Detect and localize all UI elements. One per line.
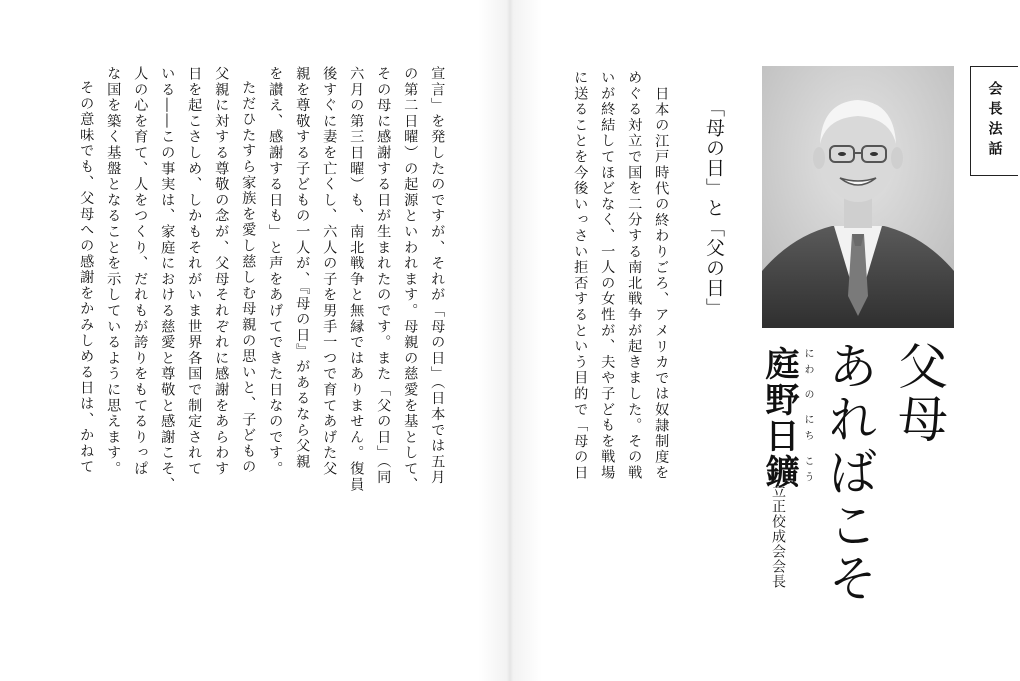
article-title-line-1: 父母 [890,340,948,446]
intro-column: 日本の江戸時代の終わりごろ、アメリカでは奴隷制度を [653,86,670,481]
body-column: いる――この事実は、家庭における慈愛と尊敬と感謝こそ、 [159,66,176,493]
body-column: 父親に対する尊敬の念が、父母それぞれに感謝をあらわす [213,66,230,477]
body-column: 人の心を育て、人をつくり、だれもが誇りをもてるりっぱ [132,66,149,477]
portrait-photo-icon [762,66,954,328]
body-column: の第二日曜）の起源といわれます。母親の慈愛を基として、 [402,66,419,493]
body-column: な国を築く基盤となることを示しているように思えます。 [105,66,122,477]
intro-column: めぐる対立で国を二分する南北戦争が起きました。その戦 [626,70,643,481]
author-reading: にわ の にち こう [802,348,813,488]
body-column: を讃え、感謝する日も」と声をあげてできた日なのです。 [267,66,284,477]
section-badge [970,66,1018,176]
intro-column: いが終結してほどなく、一人の女性が、夫や子どもを戦場 [599,70,616,481]
author-role: 立正佼成会会長 [770,484,786,589]
body-column: 六月の第三日曜）も、南北戦争と無縁ではありません。復員 [348,66,365,493]
article-title-line-2: あればこそ [820,340,878,605]
author-name: 庭野日鑛 [759,346,799,490]
subheading: 「母の日」と「父の日」 [703,98,725,318]
section-badge-label: 会長法話 [986,81,1003,161]
body-column: ただひたすら家族を愛し慈しむ母親の思いと、子どもの [240,80,257,475]
body-column: その母に感謝する日が生まれたのです。また「父の日」（同 [375,66,392,486]
body-column: 宣言」を発したのですが、それが「母の日」（日本では五月 [429,66,446,486]
body-column: その意味でも、父母への感謝をかみしめる日は、かねて [78,80,95,475]
body-column: 親を尊敬する子どもの一人が、『母の日』があるなら父親 [294,66,311,470]
body-column: 日を起こさしめ、しかもそれがいま世界各国で制定されて [186,66,203,477]
author-photo [762,66,954,328]
intro-column: に送ることを今後いっさい拒否するという目的で「母の日 [572,70,589,481]
body-column: 後すぐに妻を亡くし、六人の子を男手一つで育てあげた父 [321,66,338,477]
